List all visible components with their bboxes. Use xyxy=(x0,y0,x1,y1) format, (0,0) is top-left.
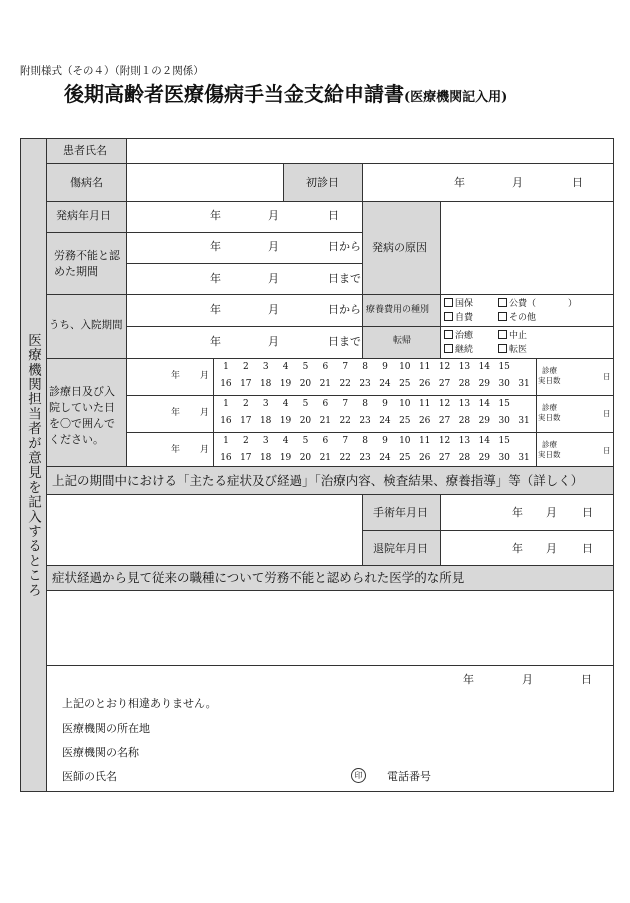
checkbox-icon xyxy=(498,330,507,339)
onset-date-label: 発病年月日 xyxy=(56,209,111,222)
incap-to-day[interactable]: 日まで xyxy=(328,272,361,285)
checkbox-icon xyxy=(444,330,453,339)
onset-day[interactable]: 日 xyxy=(328,209,339,222)
calendar-day[interactable]: 31 xyxy=(518,416,530,426)
seal-icon: 印 xyxy=(351,768,366,783)
sign-day[interactable]: 日 xyxy=(581,673,592,686)
calendar-day-row xyxy=(216,454,534,463)
symptoms-field[interactable] xyxy=(47,495,361,564)
symptoms-header: 上記の期間中における「主たる症状及び経過」「治療内容、検査結果、療養指導」等（詳しく） xyxy=(52,473,584,488)
calendar-day[interactable]: 11 xyxy=(418,436,431,446)
calendar-day[interactable]: 17 xyxy=(240,416,252,426)
calendar-day[interactable]: 4 xyxy=(282,399,289,409)
calendar-day[interactable]: 8 xyxy=(362,436,368,446)
calendar-day[interactable]: 25 xyxy=(399,453,411,463)
hosp-to-day[interactable]: 日まで xyxy=(328,335,361,348)
calendar-month[interactable]: 月 xyxy=(200,408,210,418)
calendar-day-row xyxy=(216,380,534,389)
calendar-day[interactable]: 23 xyxy=(359,453,371,463)
sign-year[interactable]: 年 xyxy=(463,673,474,686)
calendar-day[interactable]: 24 xyxy=(379,453,391,463)
incap-to-year[interactable]: 年 xyxy=(210,272,221,285)
calendar-day[interactable]: 1 xyxy=(223,436,229,446)
hosp-from-month[interactable]: 月 xyxy=(268,303,279,316)
calendar-day[interactable]: 5 xyxy=(302,362,309,372)
institution-name-label: 医療機関の名称 xyxy=(62,746,139,759)
calendar-day[interactable]: 11 xyxy=(418,362,431,372)
calendar-day[interactable]: 16 xyxy=(220,453,232,463)
calendar-day[interactable]: 22 xyxy=(339,453,351,463)
patient-name-label: 患者氏名 xyxy=(63,144,107,157)
calendar-day[interactable]: 4 xyxy=(282,436,289,446)
calendar-day[interactable]: 15 xyxy=(498,436,510,446)
actual-days-label: 診療 xyxy=(542,366,557,375)
calendar-day[interactable]: 23 xyxy=(359,416,371,426)
hosp-from-year[interactable]: 年 xyxy=(210,303,221,316)
actual-days-unit[interactable]: 日 xyxy=(603,409,611,418)
calendar-day[interactable]: 15 xyxy=(498,362,510,372)
calendar-day[interactable]: 2 xyxy=(242,362,249,372)
calendar-day[interactable]: 29 xyxy=(478,379,491,389)
sign-month[interactable]: 月 xyxy=(522,673,533,686)
calendar-year[interactable]: 年 xyxy=(171,371,181,381)
hosp-to-year[interactable]: 年 xyxy=(210,335,221,348)
incapacity-label: 労務不能と認めた期間 xyxy=(54,249,120,278)
calendar-day[interactable]: 24 xyxy=(379,379,391,389)
calendar-day[interactable]: 19 xyxy=(279,379,292,389)
calendar-day[interactable]: 26 xyxy=(418,379,431,389)
calendar-day[interactable] xyxy=(514,363,534,372)
first-visit-day[interactable]: 日 xyxy=(572,176,583,189)
incap-from-month[interactable]: 月 xyxy=(268,240,279,253)
calendar-day[interactable]: 28 xyxy=(458,379,471,389)
calendar-day[interactable]: 10 xyxy=(399,399,411,409)
calendar-day[interactable] xyxy=(514,437,534,446)
cost-option-jihi[interactable]: 自費 xyxy=(444,312,473,323)
calendar-day[interactable]: 6 xyxy=(322,399,329,409)
title-sub: (医療機関記入用) xyxy=(404,90,508,105)
calendar-day[interactable]: 15 xyxy=(498,399,510,409)
calendar-day[interactable]: 30 xyxy=(498,416,510,426)
calendar-day[interactable]: 3 xyxy=(262,399,269,409)
incap-from-year[interactable]: 年 xyxy=(210,240,221,253)
calendar-day[interactable] xyxy=(514,400,534,409)
first-visit-label: 初診日 xyxy=(306,176,339,189)
calendar-day-row xyxy=(216,417,534,426)
incap-to-month[interactable]: 月 xyxy=(268,272,279,285)
calendar-day[interactable]: 14 xyxy=(478,362,491,372)
calendar-day[interactable]: 12 xyxy=(438,399,451,409)
calendar-year[interactable]: 年 xyxy=(171,408,181,418)
calendar-year[interactable]: 年 xyxy=(171,445,181,455)
calendar-day[interactable]: 21 xyxy=(319,416,332,426)
checkbox-icon xyxy=(498,298,507,307)
hosp-to-month[interactable]: 月 xyxy=(268,335,279,348)
doctor-name-label: 医師の氏名 xyxy=(62,770,117,783)
calendar-day-row xyxy=(216,400,534,409)
actual-days-label: 実日数 xyxy=(538,450,561,459)
onset-year[interactable]: 年 xyxy=(210,209,221,222)
calendar-day[interactable]: 2 xyxy=(242,399,249,409)
calendar-month[interactable]: 月 xyxy=(200,371,210,381)
phone-label: 電話番号 xyxy=(387,770,431,783)
form-note: 附則様式（その４）（附則１の２関係） xyxy=(20,65,204,77)
calendar-day[interactable]: 23 xyxy=(359,379,371,389)
calendar-day[interactable]: 16 xyxy=(220,379,232,389)
actual-days-unit[interactable]: 日 xyxy=(603,372,611,381)
calendar-day[interactable]: 30 xyxy=(498,453,510,463)
outcome-stopped[interactable]: 中止 xyxy=(498,330,527,341)
first-visit-year[interactable]: 年 xyxy=(454,176,465,189)
checkbox-icon xyxy=(444,344,453,353)
page-title xyxy=(64,84,507,104)
calendar-day[interactable]: 13 xyxy=(458,436,471,446)
surgery-day[interactable]: 日 xyxy=(582,506,593,519)
first-visit-month[interactable]: 月 xyxy=(512,176,523,189)
opinion-field[interactable] xyxy=(47,591,613,664)
calendar-day[interactable]: 7 xyxy=(342,362,349,372)
opinion-header: 症状経過から見て従来の職種について労務不能と認められた医学的な所見 xyxy=(52,570,465,585)
calendar-day[interactable]: 27 xyxy=(438,416,451,426)
actual-days-unit[interactable]: 日 xyxy=(603,446,611,455)
calendar-day[interactable]: 3 xyxy=(262,436,269,446)
incap-from-day[interactable]: 日から xyxy=(328,240,361,253)
consult-days-instruction: 診療日及び入院していた日を〇で囲んでください。 xyxy=(49,385,115,446)
calendar-day[interactable]: 25 xyxy=(399,379,411,389)
onset-cause-label: 発病の原因 xyxy=(372,241,427,254)
calendar-day[interactable]: 6 xyxy=(322,436,329,446)
cost-option-kouhi[interactable]: 公費（ ） xyxy=(498,298,577,309)
calendar-day[interactable]: 7 xyxy=(342,399,349,409)
calendar-day[interactable]: 30 xyxy=(498,379,510,389)
calendar-day[interactable]: 26 xyxy=(418,453,431,463)
calendar-day[interactable]: 13 xyxy=(458,399,471,409)
checkbox-icon xyxy=(444,312,453,321)
calendar-day[interactable]: 1 xyxy=(223,362,229,372)
discharge-date-label: 退院年月日 xyxy=(373,542,428,555)
calendar-day[interactable]: 26 xyxy=(418,416,431,426)
calendar-day[interactable]: 31 xyxy=(518,379,530,389)
checkbox-icon xyxy=(444,298,453,307)
title-main: 後期高齢者医療傷病手当金支給申請書 xyxy=(64,82,404,106)
calendar-day[interactable]: 2 xyxy=(242,436,249,446)
calendar-day[interactable]: 17 xyxy=(240,453,252,463)
calendar-day[interactable]: 4 xyxy=(282,362,289,372)
onset-month[interactable]: 月 xyxy=(268,209,279,222)
calendar-day[interactable]: 17 xyxy=(240,379,252,389)
calendar-day[interactable]: 20 xyxy=(299,416,312,426)
calendar-day[interactable]: 31 xyxy=(518,453,530,463)
actual-days-label: 診療 xyxy=(542,403,557,412)
disease-name-field[interactable] xyxy=(127,164,282,200)
onset-cause-field[interactable] xyxy=(441,202,613,293)
calendar-day[interactable]: 27 xyxy=(438,453,451,463)
hospitalization-label: うち、入院期間 xyxy=(49,319,123,331)
calendar-day[interactable]: 28 xyxy=(458,416,471,426)
checkbox-icon xyxy=(498,344,507,353)
discharge-year[interactable]: 年 xyxy=(512,542,523,555)
calendar-day[interactable]: 18 xyxy=(259,379,272,389)
calendar-day[interactable]: 5 xyxy=(302,399,309,409)
calendar-day[interactable]: 7 xyxy=(342,436,349,446)
checkbox-icon xyxy=(498,312,507,321)
calendar-day[interactable]: 18 xyxy=(259,453,272,463)
outcome-continued[interactable]: 継続 xyxy=(444,344,473,355)
calendar-day[interactable]: 9 xyxy=(382,362,388,372)
calendar-day[interactable]: 29 xyxy=(478,416,491,426)
actual-days-label: 実日数 xyxy=(538,376,561,385)
calendar-day[interactable]: 22 xyxy=(339,416,351,426)
calendar-day[interactable]: 29 xyxy=(478,453,491,463)
calendar-day[interactable]: 5 xyxy=(302,436,309,446)
surgery-month[interactable]: 月 xyxy=(546,506,557,519)
calendar-day[interactable]: 6 xyxy=(322,362,329,372)
actual-days-label: 実日数 xyxy=(538,413,561,422)
calendar-day-row xyxy=(216,363,534,372)
calendar-day[interactable]: 19 xyxy=(279,416,292,426)
discharge-day[interactable]: 日 xyxy=(582,542,593,555)
calendar-day[interactable]: 27 xyxy=(438,379,451,389)
calendar-day[interactable]: 25 xyxy=(399,416,411,426)
patient-name-field[interactable] xyxy=(127,139,613,162)
calendar-day[interactable]: 9 xyxy=(382,399,388,409)
calendar-day[interactable]: 11 xyxy=(418,399,431,409)
calendar-day[interactable]: 18 xyxy=(259,416,272,426)
discharge-month[interactable]: 月 xyxy=(546,542,557,555)
calendar-day[interactable]: 20 xyxy=(299,453,312,463)
calendar-day[interactable]: 9 xyxy=(382,436,388,446)
calendar-day[interactable]: 14 xyxy=(478,399,491,409)
calendar-day[interactable]: 1 xyxy=(223,399,229,409)
surgery-date-label: 手術年月日 xyxy=(373,506,428,519)
calendar-day[interactable]: 21 xyxy=(319,453,332,463)
outcome-transferred[interactable]: 転医 xyxy=(498,344,527,355)
disease-name-label: 傷病名 xyxy=(70,176,103,189)
hosp-from-day[interactable]: 日から xyxy=(328,303,361,316)
calendar-day[interactable]: 24 xyxy=(379,416,391,426)
calendar-day[interactable]: 13 xyxy=(458,362,471,372)
calendar-day[interactable]: 12 xyxy=(438,436,451,446)
calendar-day[interactable]: 16 xyxy=(220,416,232,426)
outcome-cured[interactable]: 治癒 xyxy=(444,330,473,341)
calendar-day[interactable]: 10 xyxy=(399,362,411,372)
calendar-day[interactable]: 28 xyxy=(458,453,471,463)
cost-option-kokuho[interactable]: 国保 xyxy=(444,298,473,309)
calendar-day[interactable]: 8 xyxy=(362,399,368,409)
calendar-month[interactable]: 月 xyxy=(200,445,210,455)
calendar-day-row xyxy=(216,437,534,446)
calendar-day[interactable]: 20 xyxy=(299,379,312,389)
calendar-day[interactable]: 8 xyxy=(362,362,368,372)
surgery-year[interactable]: 年 xyxy=(512,506,523,519)
calendar-day[interactable]: 14 xyxy=(478,436,491,446)
certify-text: 上記のとおり相違ありません。 xyxy=(62,697,217,710)
calendar-day[interactable]: 19 xyxy=(279,453,292,463)
calendar-day[interactable]: 22 xyxy=(339,379,351,389)
calendar-day[interactable]: 12 xyxy=(438,362,451,372)
calendar-day[interactable]: 21 xyxy=(319,379,332,389)
outcome-label: 転帰 xyxy=(393,336,412,346)
calendar-day[interactable]: 3 xyxy=(262,362,269,372)
cost-option-other[interactable]: その他 xyxy=(498,312,536,323)
calendar-day[interactable]: 10 xyxy=(399,436,411,446)
address-label: 医療機関の所在地 xyxy=(62,722,150,735)
side-label: 医療機関担当者が意見を記入するところ xyxy=(25,332,41,598)
actual-days-label: 診療 xyxy=(542,440,557,449)
cost-type-label: 療養費用の種別 xyxy=(366,305,430,315)
